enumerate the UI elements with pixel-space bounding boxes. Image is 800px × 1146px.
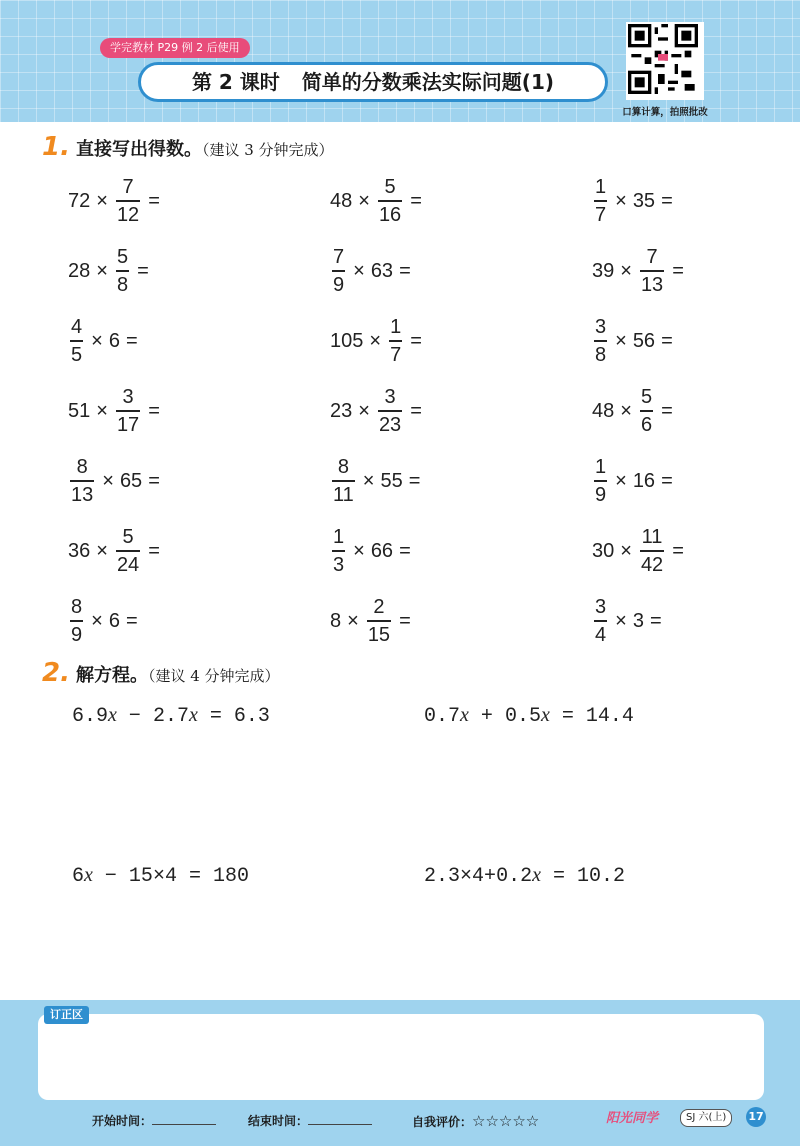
whole-number: 48	[592, 399, 615, 422]
problem: 8 × $\frac{2}{15}$ =	[330, 596, 411, 646]
numerator: 3	[384, 386, 396, 409]
whole-number: 63	[370, 259, 394, 282]
problem: $\frac{1}{3}$ × 66 =	[333, 526, 411, 576]
fraction	[594, 596, 607, 646]
grade-badge: SJ 六(上)	[680, 1109, 732, 1127]
numerator: 1	[595, 176, 607, 199]
denominator: 6	[640, 413, 653, 436]
whole-number: 66	[370, 539, 394, 562]
denominator: 13	[71, 483, 94, 506]
brand-logo: 阳光同学	[606, 1111, 659, 1126]
numerator: 8	[71, 596, 83, 619]
correction-label: 订正区	[44, 1006, 89, 1024]
denominator: 9	[71, 623, 83, 646]
whole-number: 3	[632, 609, 644, 632]
self-rating: 自我评价：☆☆☆☆☆	[412, 1112, 540, 1130]
denominator: 8	[116, 273, 129, 296]
denominator: 12	[116, 203, 140, 226]
whole-number: 6	[108, 609, 120, 632]
fraction	[640, 526, 664, 576]
whole-number: 23	[330, 399, 353, 422]
section-1-number: 1.	[42, 132, 70, 162]
problem: 39 × $\frac{7}{13}$ =	[592, 246, 684, 296]
problem: $\frac{1}{9}$ × 16 =	[595, 456, 673, 506]
numerator: 8	[337, 456, 349, 479]
numerator: 1	[390, 316, 402, 339]
fraction	[594, 316, 607, 366]
numerator: 7	[646, 246, 658, 269]
fraction	[332, 246, 345, 296]
fraction	[332, 456, 355, 506]
denominator: 9	[595, 483, 607, 506]
fraction	[389, 316, 402, 366]
whole-number: 39	[592, 259, 615, 282]
section-2-title: 解方程。	[75, 665, 148, 686]
usage-tag: 学完教材 P29 例 2 后使用	[100, 38, 250, 58]
whole-number: 8	[330, 609, 342, 632]
problem: 105 × $\frac{1}{7}$ =	[330, 316, 422, 366]
problem: 30 × $\frac{11}{42}$ =	[592, 526, 684, 576]
qr-caption: 口算计算，拍照批改	[622, 107, 708, 118]
numerator: 5	[384, 176, 396, 199]
fraction	[367, 596, 391, 646]
fraction	[116, 176, 140, 226]
problem: $\frac{8}{9}$ × 6 =	[71, 596, 138, 646]
whole-number: 36	[68, 539, 91, 562]
problem: $\frac{4}{5}$ × 6 =	[71, 316, 138, 366]
problem-row	[0, 450, 800, 512]
numerator: 3	[595, 596, 607, 619]
problem: $\frac{8}{11}$ × 55 =	[333, 456, 421, 506]
denominator: 3	[333, 553, 345, 576]
problem: 23 × $\frac{3}{23}$ =	[330, 386, 422, 436]
denominator: 15	[367, 623, 391, 646]
denominator: 13	[640, 273, 664, 296]
fraction	[332, 526, 345, 576]
problem: 48 × $\frac{5}{6}$ =	[592, 386, 673, 436]
numerator: 2	[373, 596, 385, 619]
fraction	[116, 246, 129, 296]
numerator: 5	[122, 526, 134, 549]
problem: 51 × $\frac{3}{17}$ =	[68, 386, 160, 436]
whole-number: 48	[330, 189, 353, 212]
problem-row	[0, 380, 800, 442]
section-2-note: （建议 4 分钟完成）	[147, 667, 280, 685]
whole-number: 16	[632, 469, 656, 492]
problem: 28 × $\frac{5}{8}$ =	[68, 246, 149, 296]
start-time-field[interactable]: 开始时间：	[92, 1112, 216, 1129]
whole-number: 105	[330, 329, 364, 352]
fraction	[116, 526, 140, 576]
problem: $\frac{8}{13}$ × 65 =	[71, 456, 160, 506]
page-title	[138, 62, 608, 102]
denominator: 5	[71, 343, 83, 366]
denominator: 42	[640, 553, 664, 576]
problem: $\frac{1}{7}$ × 35 =	[595, 176, 673, 226]
problem: $\frac{7}{9}$ × 63 =	[333, 246, 411, 296]
denominator: 7	[390, 343, 402, 366]
problem: 72 × $\frac{7}{12}$ =	[68, 176, 160, 226]
whole-number: 35	[632, 189, 656, 212]
problem-row	[0, 240, 800, 302]
problem: 48 × $\frac{5}{16}$ =	[330, 176, 422, 226]
end-time-field[interactable]: 结束时间：	[248, 1112, 372, 1129]
denominator: 7	[595, 203, 607, 226]
fraction	[70, 596, 83, 646]
qr-code-icon[interactable]	[626, 22, 704, 100]
denominator: 9	[333, 273, 345, 296]
rating-stars-icon[interactable]: ☆☆☆☆☆	[472, 1112, 540, 1130]
denominator: 11	[333, 483, 354, 506]
equation-3: 6x − 15×4 = 180	[72, 864, 249, 888]
numerator: 1	[333, 526, 345, 549]
problem: 36 × $\frac{5}{24}$ =	[68, 526, 160, 576]
whole-number: 65	[119, 469, 143, 492]
problem-row	[0, 310, 800, 372]
numerator: 4	[71, 316, 83, 339]
numerator: 1	[595, 456, 607, 479]
section-2-number: 2.	[42, 658, 70, 688]
numerator: 7	[122, 176, 134, 199]
denominator: 24	[116, 553, 140, 576]
problem: $\frac{3}{4}$ × 3 =	[595, 596, 662, 646]
fraction	[378, 176, 402, 226]
fraction	[594, 456, 607, 506]
fraction	[116, 386, 140, 436]
lesson-title: 简单的分数乘法实际问题(1)	[301, 70, 555, 94]
lesson-number: 第 2 课时	[191, 70, 280, 94]
fraction	[378, 386, 402, 436]
fraction	[70, 316, 83, 366]
section-2-heading	[42, 658, 280, 688]
denominator: 17	[116, 413, 140, 436]
problem-row	[0, 520, 800, 582]
denominator: 4	[595, 623, 607, 646]
fraction	[70, 456, 94, 506]
correction-area[interactable]	[38, 1014, 764, 1100]
numerator: 5	[640, 386, 653, 409]
numerator: 8	[76, 456, 88, 479]
numerator: 5	[116, 246, 129, 269]
whole-number: 28	[68, 259, 91, 282]
denominator: 16	[378, 203, 402, 226]
whole-number: 30	[592, 539, 615, 562]
problem-row	[0, 590, 800, 652]
equation-4: 2.3×4+0.2x = 10.2	[424, 864, 625, 888]
fraction	[594, 176, 607, 226]
denominator: 8	[595, 343, 607, 366]
equation-1: 6.9x − 2.7x = 6.3	[72, 704, 270, 728]
fraction	[640, 386, 653, 436]
problem: $\frac{3}{8}$ × 56 =	[595, 316, 673, 366]
problem-row	[0, 170, 800, 232]
whole-number: 55	[380, 469, 403, 492]
whole-number: 51	[68, 399, 91, 422]
whole-number: 72	[68, 189, 91, 212]
fraction	[640, 246, 664, 296]
numerator: 11	[641, 526, 663, 549]
section-1-note: （建议 3 分钟完成）	[201, 141, 334, 159]
whole-number: 56	[632, 329, 656, 352]
page-number: 17	[746, 1107, 766, 1127]
whole-number: 6	[108, 329, 120, 352]
equation-2: 0.7x + 0.5x = 14.4	[424, 704, 634, 728]
numerator: 7	[333, 246, 345, 269]
section-1-heading	[42, 132, 334, 162]
numerator: 3	[122, 386, 134, 409]
section-1-title: 直接写出得数。	[75, 139, 202, 160]
denominator: 23	[378, 413, 402, 436]
numerator: 3	[595, 316, 607, 339]
